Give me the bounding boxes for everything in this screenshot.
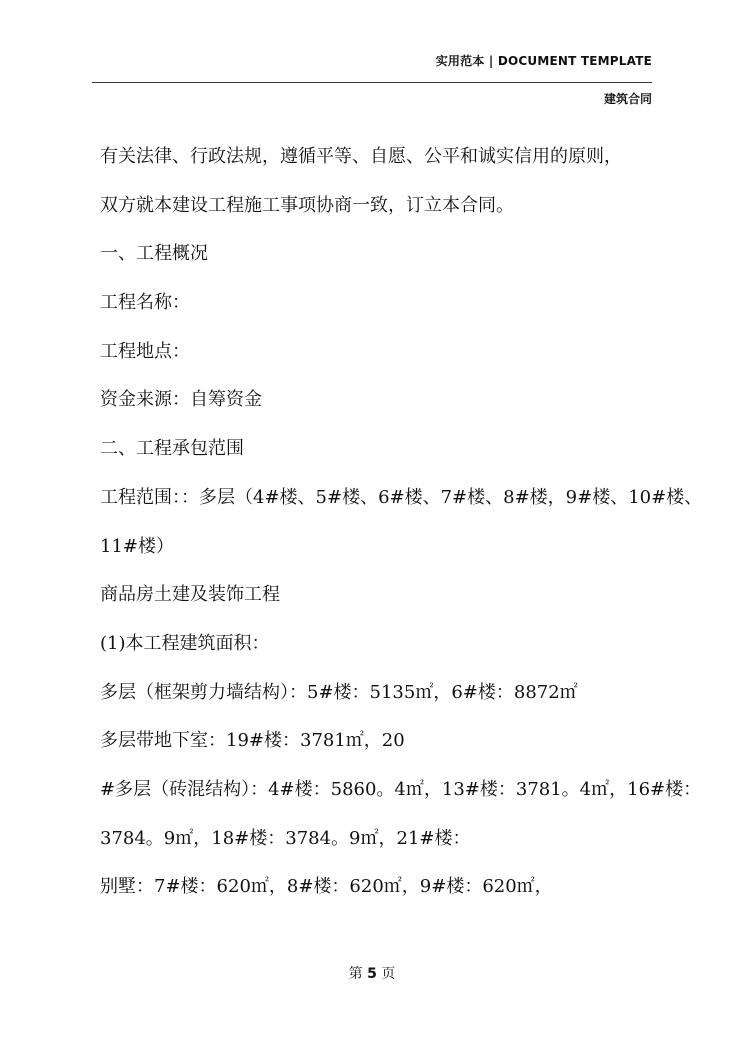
section-heading: 一、工程概况: [100, 243, 208, 265]
paragraph-line: 工程范围：：多层（4#楼、5#楼、6#楼、7#楼、8#楼，9#楼、10#楼、: [100, 486, 703, 508]
paragraph-line: 有关法律、行政法规，遵循平等、自愿、公平和诚实信用的原则，: [100, 146, 622, 167]
paragraph-line: #多层（砖混结构）：4#楼：5860。4㎡，13#楼：3781。4㎡，16#楼：: [100, 778, 702, 800]
field-line: 工程地点：: [100, 340, 190, 362]
document-body: [100, 142, 703, 921]
page-footer: [0, 963, 744, 983]
page-label-prefix: 第: [348, 966, 363, 982]
paragraph-line: 双方就本建设工程施工事项协商一致，订立本合同。: [100, 194, 514, 216]
paragraph-line: (1)本工程建筑面积：: [100, 632, 270, 654]
page-number: 5: [367, 966, 377, 982]
paragraph-line: 多层带地下室：19#楼：3781㎡，20: [100, 730, 405, 752]
paragraph-line: 3784。9㎡，18#楼：3784。9㎡，21#楼：: [100, 827, 471, 849]
header-brand: 实用范本 | DOCUMENT TEMPLATE: [435, 54, 652, 68]
page-label-suffix: 页: [381, 966, 396, 982]
paragraph-line: 商品房土建及装饰工程: [100, 584, 280, 606]
paragraph-line: 多层（框架剪力墙结构）：5#楼：5135㎡，6#楼：8872㎡: [100, 681, 578, 703]
paragraph-line: 11#楼）: [100, 535, 174, 557]
field-line: 资金来源：自筹资金: [100, 389, 262, 411]
header-divider: [92, 82, 652, 83]
section-heading: 二、工程承包范围: [100, 438, 244, 460]
paragraph-line: 别墅：7#楼：620㎡，8#楼：620㎡，9#楼：620㎡，: [100, 876, 553, 898]
header-subtitle: 建筑合同: [603, 92, 652, 106]
field-line: 工程名称：: [100, 292, 190, 314]
